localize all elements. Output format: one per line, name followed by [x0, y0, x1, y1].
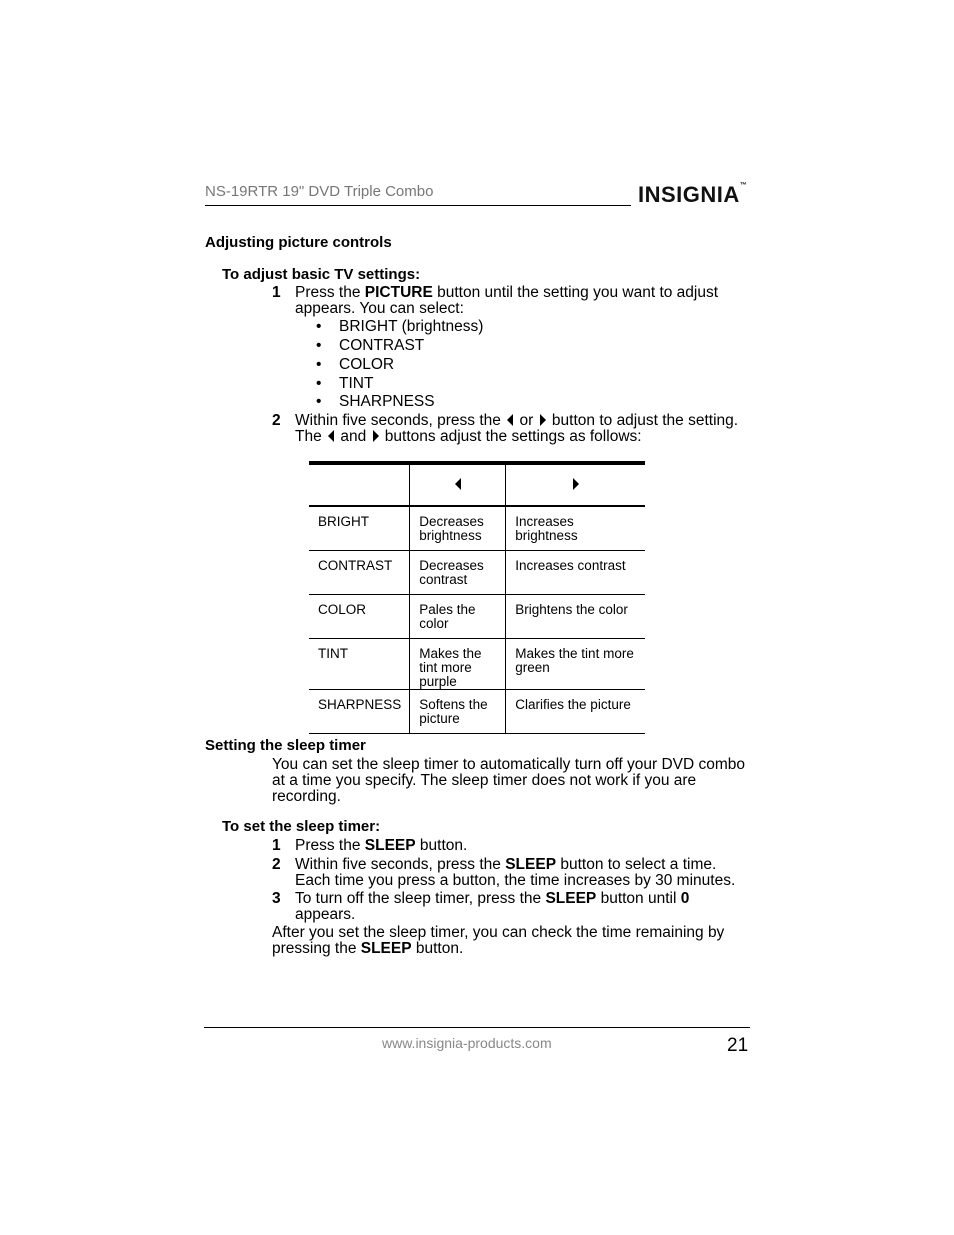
- section-heading-sleep-timer: Setting the sleep timer: [205, 737, 366, 754]
- setting-name: COLOR: [309, 595, 410, 639]
- page-number: 21: [727, 1035, 749, 1056]
- step-number: 2: [272, 856, 281, 873]
- right-arrow-icon: [573, 478, 579, 490]
- subheading-basic-tv-settings: To adjust basic TV settings:: [222, 266, 421, 283]
- sleep-timer-intro: You can set the sleep timer to automatically turn off your DVD combo at a time you specify. The sleep timer does not work if you are recording.: [272, 756, 745, 805]
- bullet: •: [316, 318, 322, 335]
- table-row: [309, 639, 645, 690]
- step-text: Press the SLEEP button.: [295, 837, 468, 854]
- left-arrow-icon: [328, 430, 334, 442]
- table-row: [309, 551, 645, 595]
- picture-settings-table: [309, 461, 645, 734]
- right-arrow-icon: [540, 414, 546, 426]
- table-header-row: [309, 463, 645, 506]
- header-rule: [205, 205, 631, 206]
- step-number: 3: [272, 890, 281, 907]
- right-effect: Increases brightness: [506, 506, 645, 551]
- setting-name: BRIGHT: [309, 506, 410, 551]
- header-cell-right: [506, 463, 645, 506]
- step-number: 2: [272, 412, 281, 429]
- bullet: •: [316, 393, 322, 410]
- table-row: [309, 690, 645, 734]
- setting-name: TINT: [309, 639, 410, 690]
- subheading-set-sleep-timer: To set the sleep timer:: [222, 818, 381, 835]
- header-cell-setting: [309, 463, 410, 506]
- left-effect: Decreases contrast: [410, 551, 506, 595]
- footer-url: www.insignia-products.com: [382, 1035, 552, 1051]
- option-item: BRIGHT (brightness): [339, 318, 484, 335]
- table-row: [309, 506, 645, 551]
- left-effect: Decreases brightness: [410, 506, 506, 551]
- setting-name: SHARPNESS: [309, 690, 410, 734]
- option-item: COLOR: [339, 356, 395, 373]
- left-arrow-icon: [455, 478, 461, 490]
- left-arrow-icon: [507, 414, 513, 426]
- right-arrow-icon: [373, 430, 379, 442]
- document-title: NS-19RTR 19" DVD Triple Combo: [205, 183, 434, 200]
- bullet: •: [316, 375, 322, 392]
- right-effect: Increases contrast: [506, 551, 645, 595]
- left-effect: Softens the picture: [410, 690, 506, 734]
- right-effect: Clarifies the picture: [506, 690, 645, 734]
- step-text: Within five seconds, press the or button to adjust the setting. The and buttons adjust the settings as follows:: [295, 412, 739, 445]
- step-text: To turn off the sleep timer, press the SLEEP button until 0 appears.: [295, 890, 690, 923]
- bullet: •: [316, 337, 322, 354]
- bullet: •: [316, 356, 322, 373]
- section-heading-picture-controls: Adjusting picture controls: [205, 234, 392, 251]
- table-row: [309, 595, 645, 639]
- option-item: SHARPNESS: [339, 393, 435, 410]
- step-text: Within five seconds, press the SLEEP button to select a time. Each time you press a button, the time increases by 30 minutes.: [295, 856, 736, 889]
- setting-name: CONTRAST: [309, 551, 410, 595]
- step-text: Press the PICTURE button until the setting you want to adjust appears. You can select:: [295, 284, 719, 317]
- sleep-timer-after: After you set the sleep timer, you can check the time remaining by pressing the SLEEP button.: [272, 924, 725, 957]
- option-item: CONTRAST: [339, 337, 425, 354]
- left-effect: Makes the tint more purple: [410, 639, 506, 690]
- footer-rule: [204, 1027, 750, 1028]
- option-item: TINT: [339, 375, 374, 392]
- right-effect: Makes the tint more green: [506, 639, 645, 690]
- right-effect: Brightens the color: [506, 595, 645, 639]
- left-effect: Pales the color: [410, 595, 506, 639]
- step-number: 1: [272, 284, 281, 301]
- step-number: 1: [272, 837, 281, 854]
- header-cell-left: [410, 463, 506, 506]
- insignia-logo: INSIGNIA™: [638, 182, 747, 207]
